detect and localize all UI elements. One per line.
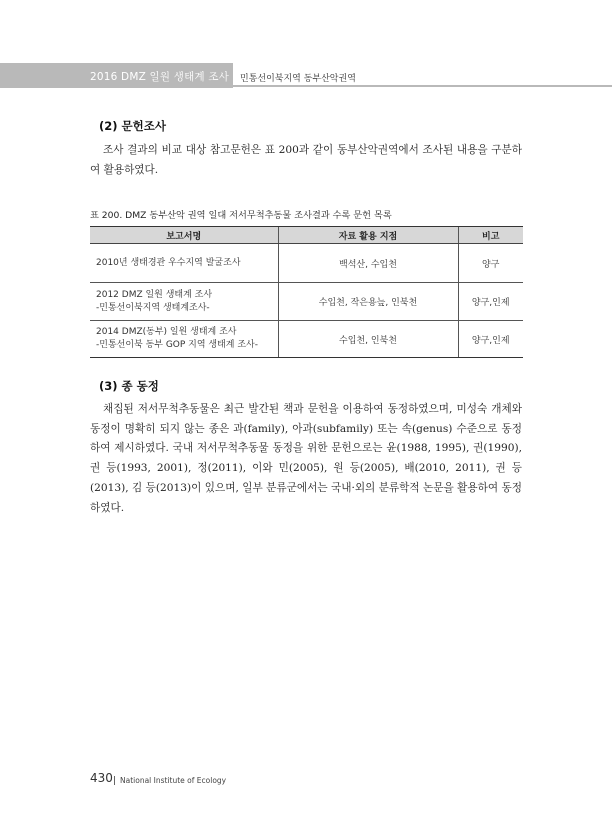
note-cell: 양구,인제 [458, 283, 523, 321]
column-header-note: 비고 [458, 227, 523, 244]
footer-separator [114, 776, 115, 785]
column-header-sites: 자료 활용 지점 [278, 227, 458, 244]
sites-cell: 수입천, 작은용늪, 인북천 [278, 283, 458, 321]
table-row [90, 283, 523, 321]
table-row [90, 321, 523, 358]
report-cell [90, 244, 278, 283]
column-header-report: 보고서명 [90, 227, 278, 244]
table-header-row [90, 227, 523, 244]
sites-cell: 백석산, 수입천 [278, 244, 458, 283]
table-row [90, 244, 523, 283]
header-title: 2016 DMZ 일원 생태계 조사 [90, 71, 230, 83]
page-number: 430 [90, 771, 113, 785]
section-paragraph-literature: 조사 결과의 비교 대상 참고문헌은 표 200과 같이 동부산악권역에서 조사된 내용을 구분하여 활용하였다. [90, 144, 522, 176]
report-title: 2010년 생태경관 우수지역 발굴조사 [96, 257, 241, 268]
report-cell [90, 283, 278, 321]
section-heading-literature: (2) 문헌조사 [99, 119, 166, 133]
running-header [0, 63, 612, 88]
footer-institute: National Institute of Ecology [120, 776, 227, 785]
report-title: 2014 DMZ(동부) 일원 생태계 조사 [96, 327, 237, 337]
reference-table [90, 226, 523, 358]
sites-cell: 수입천, 인북천 [278, 321, 458, 358]
report-subtitle: -민통선이북 동부 GOP 지역 생태계 조사- [96, 340, 259, 350]
note-cell: 양구,인제 [458, 321, 523, 358]
header-subtitle: 민통선이북지역 동부산악권역 [240, 74, 356, 84]
note-cell: 양구 [458, 244, 523, 283]
section-heading-identification: (3) 종 동정 [99, 379, 159, 393]
report-cell [90, 321, 278, 358]
table-caption: 표 200. DMZ 동부산악 권역 일대 저서무척추동물 조사결과 수록 문헌 목록 [90, 210, 392, 221]
report-title: 2012 DMZ 일원 생태계 조사 [96, 289, 213, 300]
report-subtitle: -민통선이북지역 생태계조사- [96, 302, 210, 313]
section-paragraph-identification: 채집된 저서무척추동물은 최근 발간된 책과 문헌을 이용하여 동정하였으며, 미성숙 개체와 동정이 명확히 되지 않는 종은 과(family), 아과(subfamily) 또는 속(genus) 수준으로 동정하여 제시하였다. 국내 저서무척추동물 동정을 위한 문헌으로는 윤(1988, 1995), 권(1990), 권 등(1993, 2001), 정(2011), 이와 민(2005), 원 등(2005), 배(2010, 2011), 권 등(2013), 김 등(2013)이 있으며, 일부 분류군에서는 국내·외의 분류학적 논문을 활용하여 동정하였다. [90, 403, 522, 514]
header-rule [233, 85, 612, 87]
